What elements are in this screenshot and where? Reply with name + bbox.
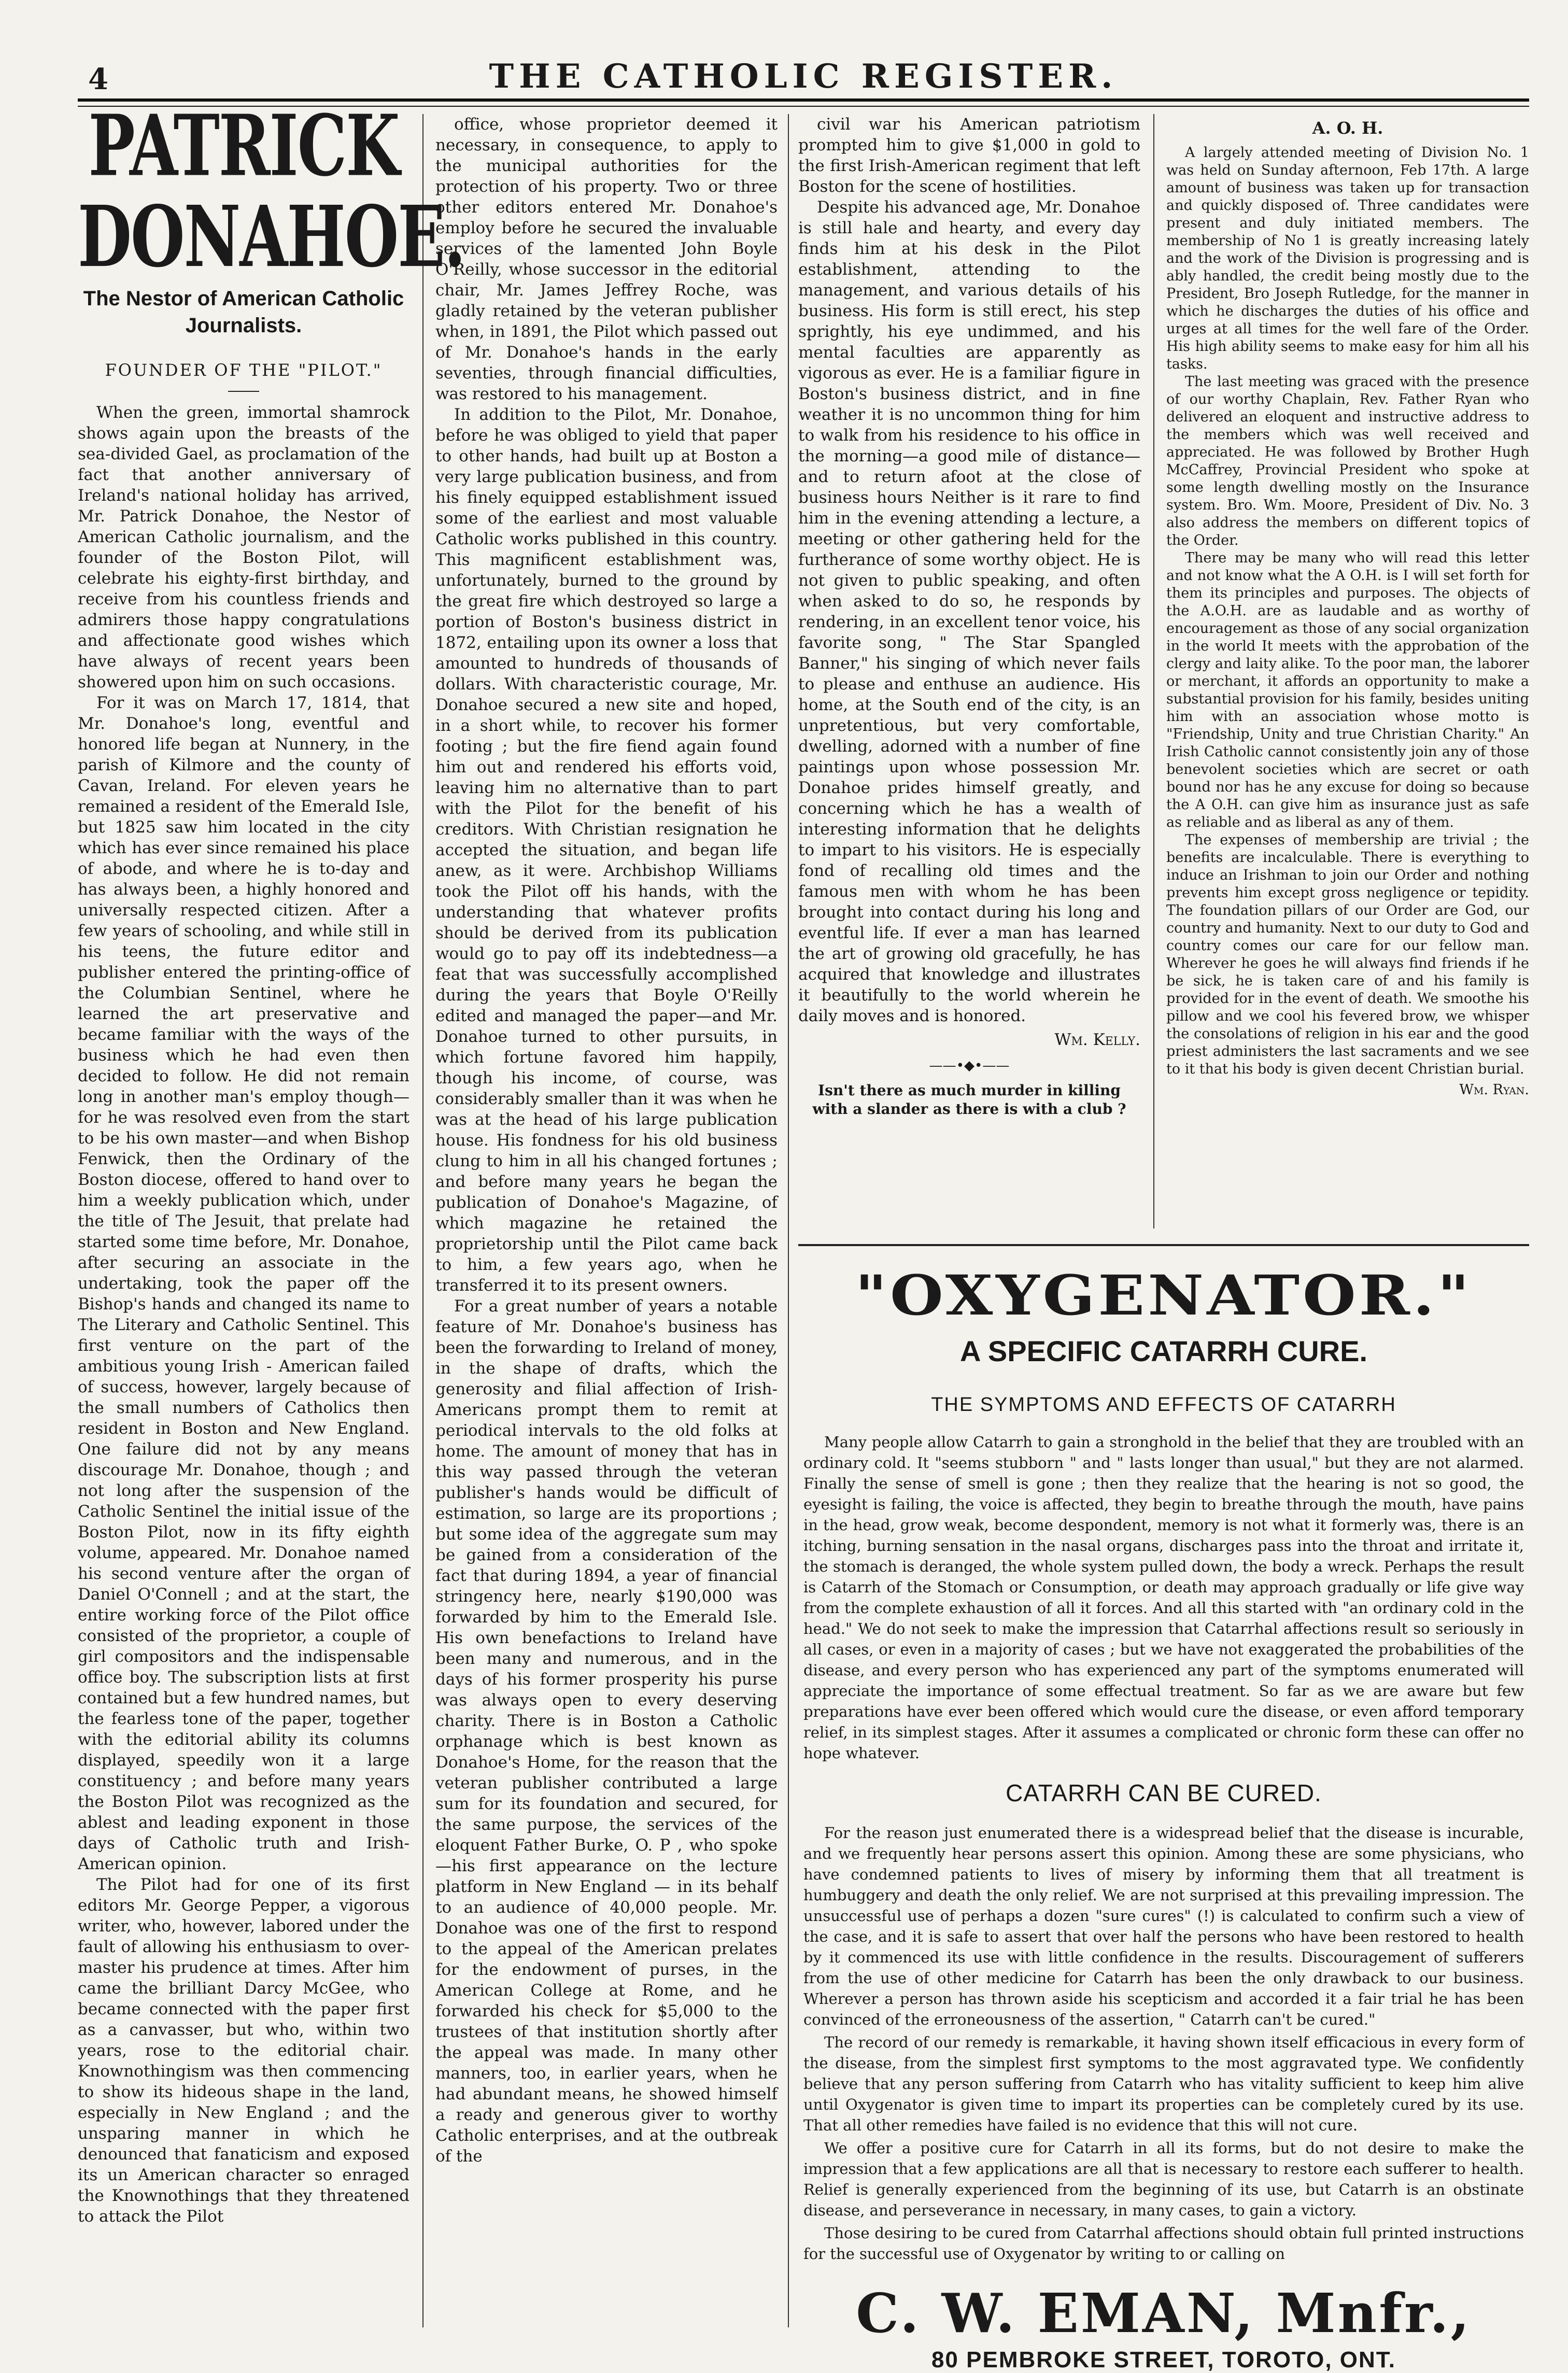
paper-name: THE CATHOLIC REGISTER. [489, 57, 1118, 96]
article-paragraph: Despite his advanced age, Mr. Donahoe is still hale and hearty, and every day finds him at his desk in the Pilot establishment, attending to the management, and various details of his business. His form is still erect, his step sprightly, his eye undimmed, and his mental faculties are apparently as vigorous as ever. He is a familiar figure in Boston's business district, and in fine weather it is no uncommon thing for him to walk from his residence to his office in the morning—a good mile of distance—and to return afoot at the close of business hours Neither is it rare to find him in the evening attending a lecture, a meeting or other gathering held for the furtherance of some worthy object. He is not given to public speaking, and often when asked to do so, he responds by rendering, in an excellent tenor voice, his favorite song, " The Star Spangled Banner," his singing of which never fails to please and enthuse an audience. His home, at the South end of the city, is an unpretentious, but very comfortable, dwelling, adorned with a number of fine paintings upon whose possession Mr. Donahoe prides himself greatly, and concerning which he has a wealth of interesting information that he delights to impart to his visitors. He is especially fond of recalling old times and the famous men with whom he has been brought into contact during his long and eventful life. If ever a man has learned the art of growing old gracefully, he has acquired that knowledge and illustrates it beautifully to the world wherein he daily moves and is honored. [798, 198, 1140, 1025]
column-rule [422, 114, 423, 2327]
article-paragraph: The Pilot had for one of its first editors Mr. George Pepper, a vigorous writer, who, however, labored under the fault of allowing his enthusiasm to over-master his prudence at times. After him came the brilliant Darcy McGee, who became connected with the paper first as a canvasser, but who, within two years, rose to the editorial chair. Knownothingism was then commencing to show its hideous shape in the land, especially in New England ; and the unsparing manner in which he denounced that fanaticism and exposed its un American character so enraged the Knownothings that they threatened to attack the Pilot [78, 1875, 409, 2226]
article-signature: Wm. Kelly. [1054, 1030, 1140, 1049]
ad-paragraph: Many people allow Catarrh to gain a stronghold in the belief that they are troubled with an ordinary cold. It "seems stubborn " and " lasts longer than usual," but they are not alarmed. Finally the sense of smell is gone ; then they realize that the hearing is not so good, the eyesight is failing, the voice is affected, they begin to breathe through the mouth, have pains in the head, grow weak, become despondent, memory is not what it formerly was, there is an itching, burning sensation in the nasal organs, discharges pass into the throat and irritate it, the stomach is deranged, the whole system pulled down, the body a wreck. Perhaps the result is Catarrh of the Stomach or Consumption, or death may approach gradually or life give way from the complete exhaustion of all it forces. And all this started with "an ordinary cold in the head." We do not seek to make the impression that Catarrhal affections result so seriously in all cases, or even in a majority of cases ; but we have not exaggerated the probabilities of the disease, and every person who has experienced any part of the symptoms enumerated will appreciate the importance of some effectual treatment. So far as we are aware but few preparations have ever been offered which would cure the disease, or even afford temporary relief, in its simplest stages. After it assumes a complicated or chronic form these can offer no hope whatever. [803, 1433, 1524, 1762]
ad-section-heading: CATARRH CAN BE CURED. [1006, 1779, 1322, 1806]
ad-manufacturer: C. W. EMAN, Mnfr., [856, 2281, 1472, 2345]
article-column-3 [798, 114, 1140, 1228]
column-rule [788, 114, 789, 2327]
article-paragraph: office, whose proprietor deemed it necessary, in consequence, to apply to the municipal authorities for the protection of his property. Two or three other editors entered Mr. Donahoe's employ before he secured the invaluable services of the lamented John Boyle O'Reilly, whose successor in the editorial chair, Mr. James Jeffrey Roche, was gladly retained by the veteran publisher when, in 1891, the Pilot which passed out of Mr. Donahoe's hands in the early seventies, through financial difficulties, was restored to his management. [435, 115, 778, 403]
article-column-1 [78, 96, 465, 2327]
aoh-title: A. O. H. [1312, 118, 1383, 138]
masthead [78, 47, 1529, 96]
oxygenator-advertisement [798, 1244, 1529, 2372]
aoh-paragraph: A largely attended meeting of Division No. 1 was held on Sunday afternoon, Feb 17th. A large amount of business was taken up for transaction and quickly disposed of. Three candidates were present and duly initiated members. The membership of No 1 is greatly increasing lately and the work of the Division is progressing and is ably handled, the credit being mostly due to the President, Bro Joseph Rutledge, for the manner in which he discharges the duties of his office and urges at all times for the well fare of the Order. His high ability seems to make easy for him all his tasks. [1166, 145, 1529, 372]
ad-paragraph: The record of our remedy is remarkable, it having shown itself efficacious in every form of the disease, from the simplest first symptoms to the most aggravated type. We confidently believe that any person suffering from Catarrh who has vitality sufficient to keep him alive until Oxygenator is given time to impart its properties can be completely cured by its use. That all other remedies have failed is no evidence that this will not cure. [803, 2033, 1524, 2134]
ad-section-heading: THE SYMPTOMS AND EFFECTS OF CATARRH [931, 1394, 1396, 1416]
ad-paragraph: We offer a positive cure for Catarrh in all its forms, but do not desire to make the impression that a few applications are all that is necessary to restore each sufferer to health. Relief is generally experienced from the beginning of its use, but Catarrh is an obstinate disease, and perseverance in necessary, in many cases, to gain a victory. [803, 2139, 1524, 2219]
ornament-divider: ——•◆•—— [929, 1058, 1010, 1074]
column-rule [1153, 114, 1154, 1228]
article-column-2 [435, 114, 778, 2327]
page-number: 4 [88, 62, 108, 96]
newspaper-page [78, 47, 1529, 2372]
filler-note: Isn't there as much murder in killing with a slander as there is with a club ? [812, 1082, 1126, 1118]
article-paragraph: When the green, immortal shamrock shows again upon the breasts of the sea-divided Gael, as proclamation of the fact that another anniversary of Ireland's national holiday has arrived, Mr. Patrick Donahoe, the Nestor of American Catholic journalism, and the founder of the Boston Pilot, will celebrate his eighty-first birthday, and receive from his countless friends and admirers those happy congratulations and affectionate good wishes which have always of recent years been showered upon him on such occasions. [78, 403, 409, 691]
ad-title: "OXYGENATOR." [855, 1263, 1473, 1328]
ad-subtitle: A SPECIFIC CATARRH CURE. [959, 1335, 1368, 1367]
ad-section-body [798, 1823, 1529, 2264]
ad-paragraph: For the reason just enumerated there is a widespread belief that the disease is incurable, and we frequently hear persons assert this opinion. Among these are some physicians, who have condemned patients to lives of misery by informing them that all treatment is humbuggery and death the only relief. We are not surprised at this prevailing impression. The unsuccessful use of perhaps a dozen "sure cures" (!) is calculated to confirm such a view of the case, and it is safe to assert that over half the persons who have been restored to health by it commenced its use with little confidence in the results. Discouragement of sufferers from the use of other medicine for Catarrh has been the only drawback to our business. Wherever a person has thrown aside his scepticism and accorded it a fair trial he has been convinced of the erroneousness of the assertion, " Catarrh can't be cured." [803, 1824, 1524, 2028]
article-paragraph: civil war his American patriotism prompted him to give $1,000 in gold to the first Irish-American regiment that left Boston for the scene of hostilities. [798, 115, 1140, 196]
article-kicker: FOUNDER OF THE "PILOT." [105, 360, 383, 380]
article-paragraph: For it was on March 17, 1814, that Mr. Donahoe's long, eventful and honored life began at Nunnery, in the parish of Kilmore and the county of Cavan, Ireland. For eleven years he remained a resident of the Emerald Isle, but 1825 saw him located in the city which has ever since remained his place of abode, and where he is to-day and has always been, a highly honored and universally respected citizen. After a few years of schooling, and while still in his teens, the future editor and publisher entered the printing-office of the Columbian Sentinel, where he learned the art preservative and became familiar with the ways of the business which he had even then decided to follow. He did not remain long in another man's employ though—for he was resolved even from the start to be his own master—and when Bishop Fenwick, then the Ordinary of the Boston diocese, offered to hand over to him a weekly publication which, under the title of The Jesuit, that prelate had started some time before, Mr. Donahoe, after securing an associate in the undertaking, took the paper off the Bishop's hands and changed its name to The Literary and Catholic Sentinel. This first venture on the part of the ambitious young Irish - American failed of success, however, largely because of the small numbers of Catholics then resident in Boston and New England. One failure did not by any means discourage Mr. Donahoe, though ; and not long after the suspension of the Catholic Sentinel the initial issue of the Boston Pilot, now in its fifty eighth volume, appeared. Mr. Donahoe named his second venture after the organ of Daniel O'Connell ; and at the start, the entire working force of the Pilot office consisted of the proprietor, a couple of girl compositors and the indispensable office boy. The subscription lists at first contained but a few hundred names, but the fearless tone of the paper, together with the editorial ability its columns displayed, speedily won it a large constituency ; and before many years the Boston Pilot was recognized as the ablest and leading exponent in those days of Catholic truth and Irish-American opinion. [78, 694, 409, 1873]
aoh-signature: Wm. Ryan. [1459, 1082, 1529, 1098]
divider [228, 391, 259, 392]
aoh-column [1166, 114, 1529, 1228]
article-subtitle: The Nestor of American Catholic Journalists. [83, 287, 404, 337]
aoh-paragraph: The expenses of membership are trivial ; the benefits are incalculable. There is everything to induce an Irishman to join our Order and nothing prevents him except gross negligence or tepidity. The foundation pillars of our Order are God, our country and humanity. Next to our duty to God and country comes our care for our fellow man. Wherever he goes he will always find friends if he be sick, he is taken care of and his family is provided for in the event of death. We smoothe his pillow and we cool his fevered brow, we whisper the consolations of religion in his ear and the good priest administers the last sacraments and we see to it that his body is given decent Christian burial. [1166, 832, 1529, 1077]
article-title: PATRICK DONAHOE. [78, 96, 465, 287]
ad-section-body [798, 1432, 1529, 1763]
article-paragraph: In addition to the Pilot, Mr. Donahoe, before he was obliged to yield that paper to other hands, had built up at Boston a very large publication business, and from his finely equipped establishment issued some of the earliest and most valuable Catholic works published in this country. This magnificent establishment was, unfortunately, burned to the ground by the great fire which destroyed so large a portion of Boston's business district in 1872, entailing upon its owner a loss that amounted to hundreds of thousands of dollars. With characteristic courage, Mr. Donahoe secured a new site and hoped, in a short while, to recover his former footing ; but the fire fiend again found him out and rendered his efforts void, leaving him no alternative than to part with the Pilot for the benefit of his creditors. With Christian resignation he accepted the situation, and began life anew, as it were. Archbishop Williams took the Pilot off his hands, with the understanding that whatever profits should be derived from its publication would go to pay off its indebtedness—a feat that was successfully accomplished during the years that Boyle O'Reilly edited and managed the paper—and Mr. Donahoe turned to other pursuits, in which fortune favored him happily, though his income, of course, was considerably smaller than it was when he was at the head of his large publication house. His fondness for his old business clung to him in all his changed fortunes ; and before many years he began the publication of Donahoe's Magazine, of which magazine he retained the proprietorship until the Pilot came back to him, a few years ago, when he transferred it to its present owners. [435, 405, 778, 1295]
article-paragraph: For a great number of years a notable feature of Mr. Donahoe's business has been the forwarding to Ireland of money, in the shape of drafts, which the generosity and filial affection of Irish-Americans prompt them to remit at periodical intervals to the old folks at home. The amount of money that has in this way passed through the veteran publisher's hands would be difficult of estimation, so large are its proportions ; but some idea of the aggregate sum may be gained from a consideration of the fact that during 1894, a year of financial stringency here, nearly $190,000 was forwarded by him to the Emerald Isle. His own benefactions to Ireland have been many and numerous, and in the days of his former prosperity his purse was always open to every deserving charity. There is in Boston a Catholic orphanage which is best known as Donahoe's Home, for the reason that the veteran publisher contributed a large sum for its foundation and secured, for the same purpose, the services of the eloquent Father Burke, O. P , who spoke —his first appearance on the lecture platform in New England — in its behalf to an audience of 40,000 people. Mr. Donahoe was one of the first to respond to the appeal of the American prelates for the endowment of purses, in the American College at Rome, and he forwarded his check for $5,000 to the trustees of that institution shortly after the appeal was made. In many other manners, too, in earlier years, when he had abundant means, he showed himself a ready and generous giver to worthy Catholic enterprises, and at the outbreak of the [435, 1297, 778, 2166]
aoh-paragraph: The last meeting was graced with the presence of our worthy Chaplain, Rev. Father Ryan who delivered an eloquent and instructive address to the members which was well received and appreciated. He was followed by Brother Hugh McCaffrey, Provincial President who spoke at some length dwelling mostly on the Insurance system. Bro. Wm. Moore, President of Div. No. 3 also address the members on different topics of the Order. [1166, 374, 1529, 548]
aoh-paragraph: There may be many who will read this letter and not know what the A O.H. is I will set forth for them its principles and purposes. The objects of the A.O.H. are as laudable and as worthy of encouragement as those of any social organization in the world It meets with the approbation of the clergy and laity alike. To the poor man, the laborer or merchant, it affords an opportunity to make a substantial provision for his family, besides uniting him with an association whose motto is "Friendship, Unity and true Christian Charity." An Irish Catholic cannot consistently join any of those benevolent societies which are secret or oath bound nor has he any excuse for doing so because the A O.H. can give him as insurance just as safe as reliable and as liberal as any of them. [1166, 550, 1529, 830]
ad-paragraph: Those desiring to be cured from Catarrhal affections should obtain full printed instructions for the successful use of Oxygenator by writing to or calling on [803, 2224, 1524, 2263]
ad-address: 80 PEMBROKE STREET, TOROTO, ONT. [931, 2347, 1396, 2372]
